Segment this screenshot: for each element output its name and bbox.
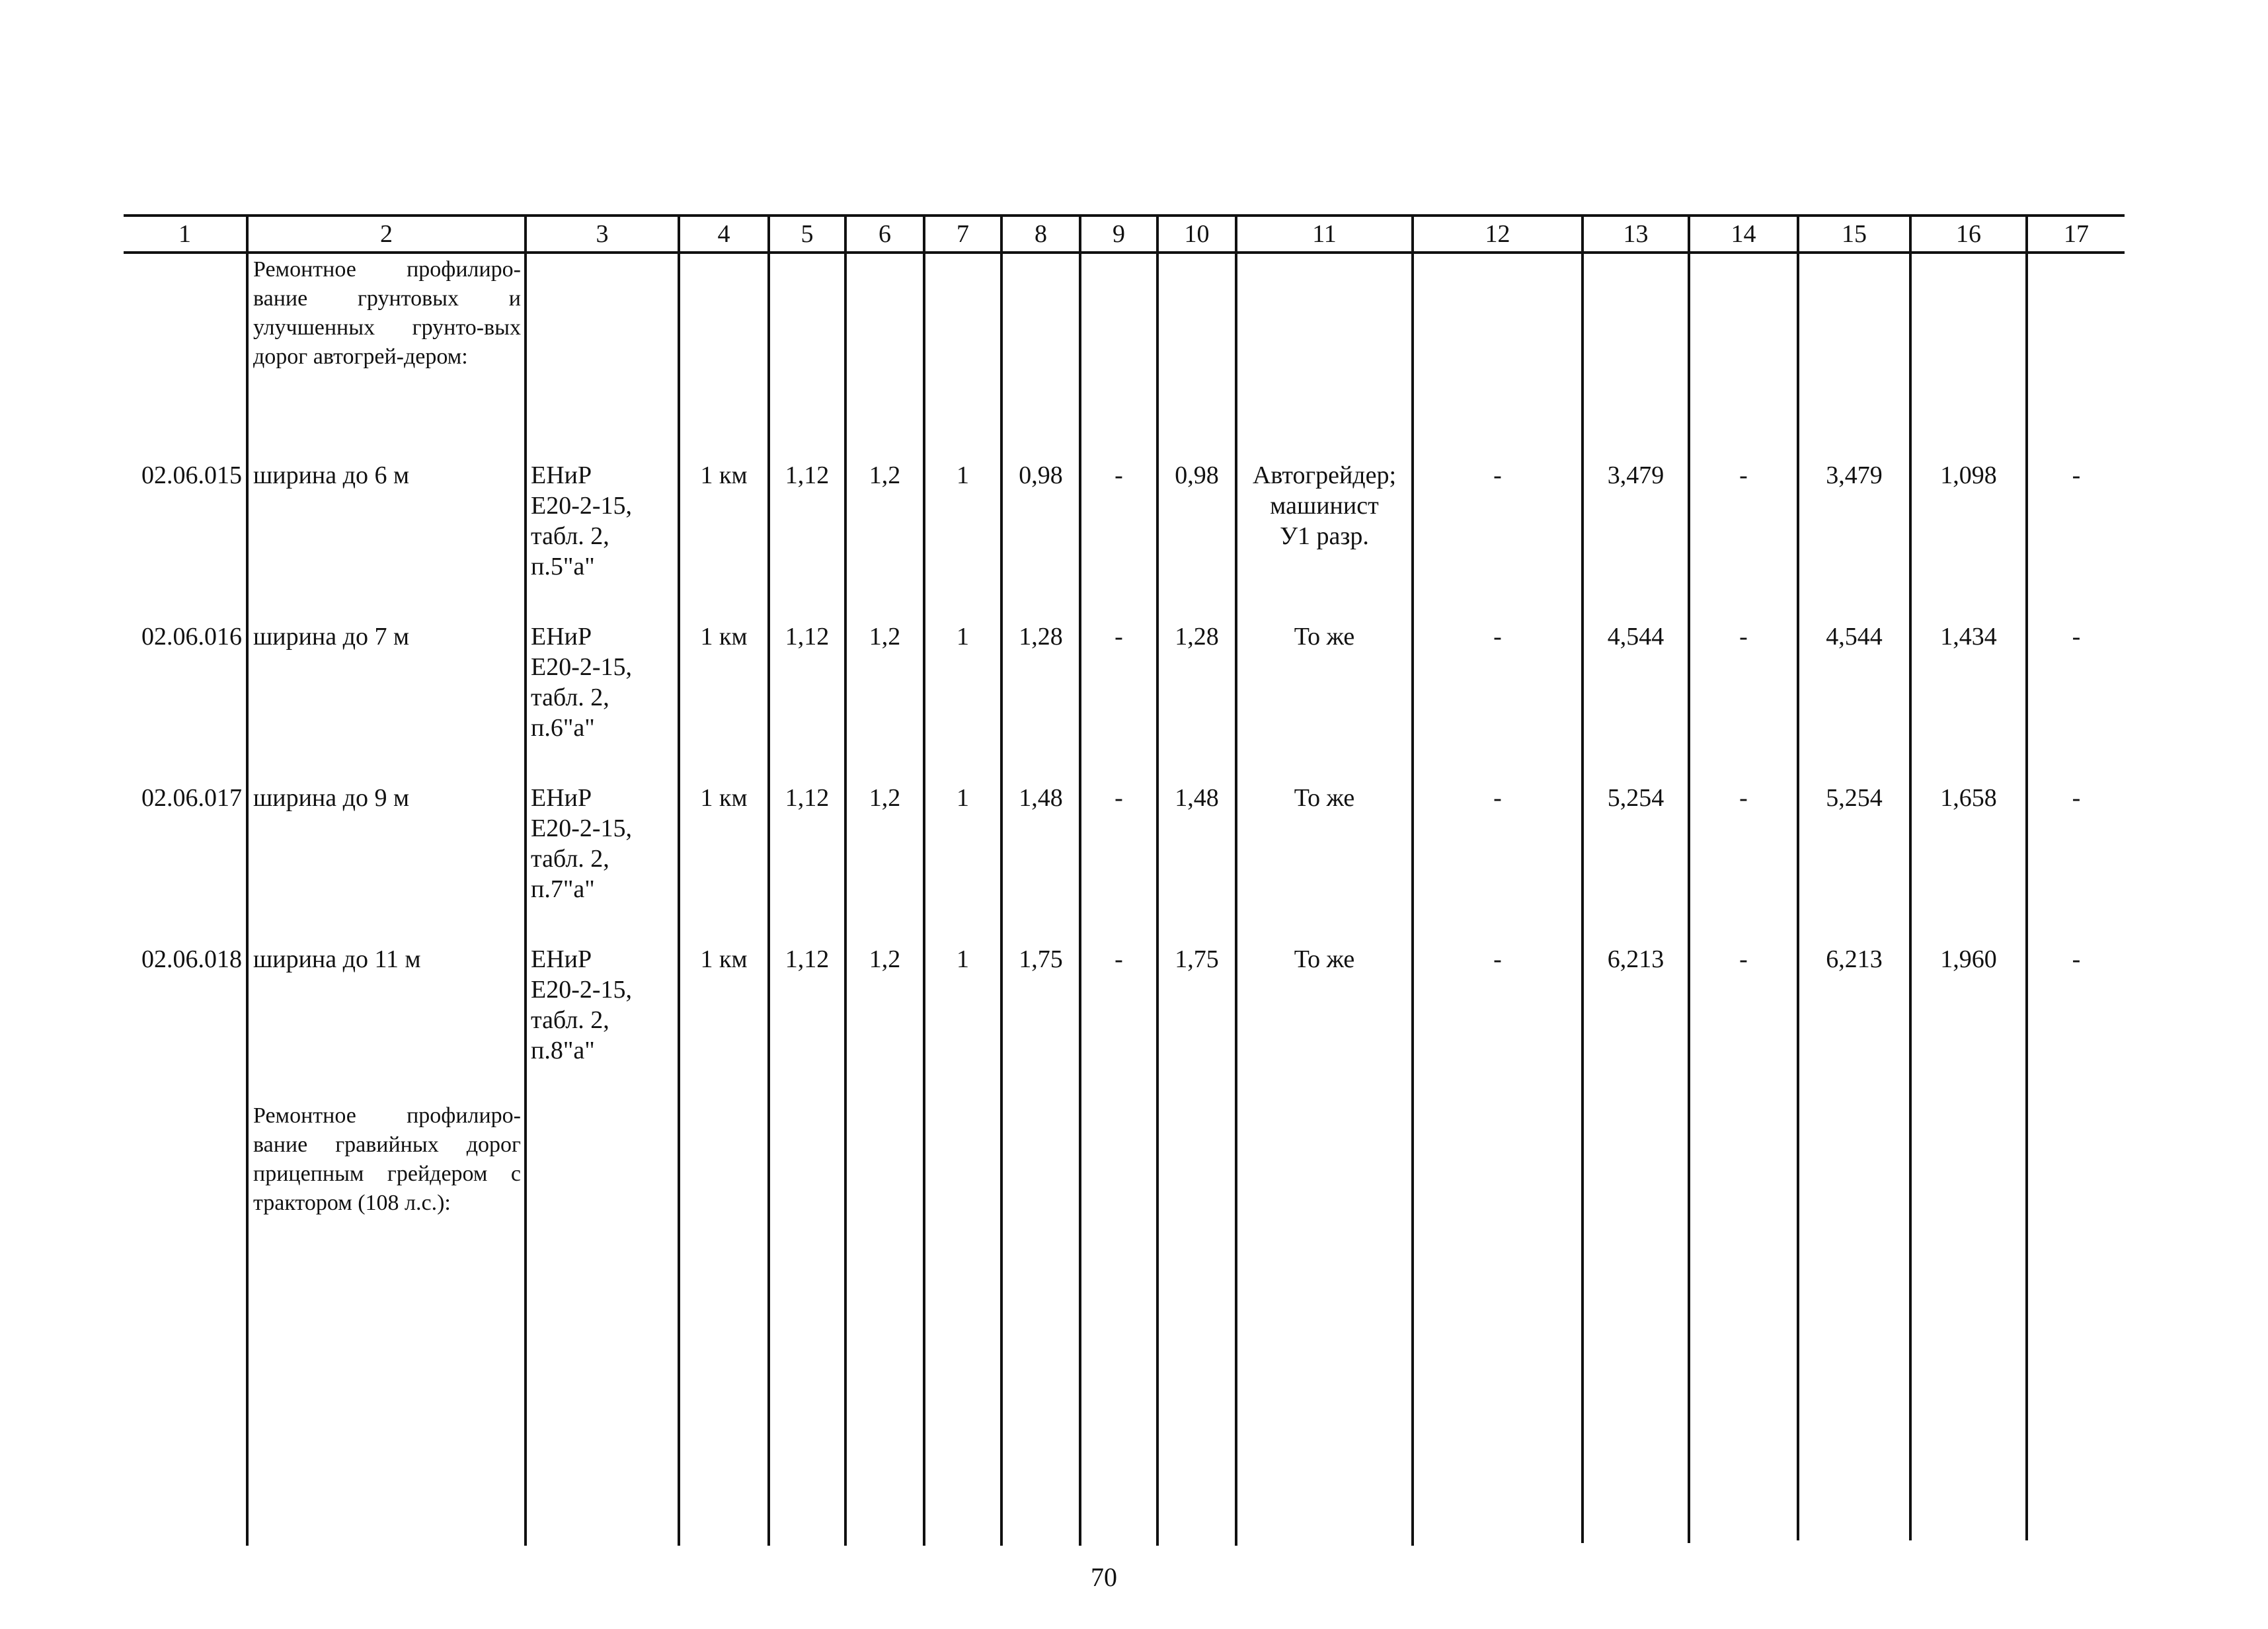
column-header: 13 <box>1623 220 1649 248</box>
cell-col8: 0,98 <box>1019 461 1063 489</box>
cell-col17: - <box>2072 461 2081 489</box>
cell-col9: - <box>1114 461 1123 489</box>
column-divider <box>1000 216 1003 1546</box>
column-divider <box>678 216 680 1546</box>
cell-col14: - <box>1739 784 1748 812</box>
cell-col8: 1,75 <box>1019 945 1063 973</box>
cell-col13: 6,213 <box>1607 945 1664 973</box>
section-heading: Ремонтное профилиро-вание гравийных дорог прицепным грейдером с трактором (108 л.с.): <box>253 1103 521 1215</box>
cell-col15: 6,213 <box>1826 945 1883 973</box>
cell-col13: 4,544 <box>1607 623 1664 651</box>
cell-col12: - <box>1493 461 1502 489</box>
cell-col11: То же <box>1294 623 1355 651</box>
cell-col17: - <box>2072 784 2081 812</box>
cell-col9: - <box>1114 945 1123 973</box>
row-code: 02.06.017 <box>141 784 242 812</box>
column-header: 3 <box>596 220 609 248</box>
column-divider <box>1688 216 1690 1543</box>
row-reference: ЕНиР Е20-2-15, табл. 2, п.6"а" <box>531 623 633 742</box>
row-reference: ЕНиР Е20-2-15, табл. 2, п.8"а" <box>531 945 633 1064</box>
column-divider <box>524 216 527 1546</box>
cell-col14: - <box>1739 461 1748 489</box>
cell-col12: - <box>1493 623 1502 651</box>
column-divider <box>246 216 249 1546</box>
cell-col13: 3,479 <box>1607 461 1664 489</box>
row-name: ширина до 11 м <box>253 945 421 973</box>
cell-col10: 1,48 <box>1175 784 1219 812</box>
column-header: 8 <box>1035 220 1047 248</box>
cell-col10: 1,28 <box>1175 623 1219 651</box>
column-divider <box>767 216 770 1546</box>
column-header: 5 <box>801 220 814 248</box>
column-divider <box>2025 216 2028 1540</box>
row-unit: 1 км <box>700 945 748 973</box>
cell-col12: - <box>1493 784 1502 812</box>
cell-col12: - <box>1493 945 1502 973</box>
cell-col15: 3,479 <box>1826 461 1883 489</box>
column-divider <box>1797 216 1799 1540</box>
cell-col11: Автогрейдер; машинист У1 разр. <box>1252 461 1397 550</box>
cell-col14: - <box>1739 945 1748 973</box>
cell-col5: 1,12 <box>785 461 830 489</box>
cell-col6: 1,2 <box>869 945 901 973</box>
row-name: ширина до 7 м <box>253 623 410 651</box>
cell-col16: 1,658 <box>1940 784 1997 812</box>
table-header-rule <box>124 251 2125 254</box>
column-divider <box>1581 216 1584 1543</box>
cell-col5: 1,12 <box>785 623 830 651</box>
row-unit: 1 км <box>700 623 748 651</box>
cell-col7: 1 <box>957 784 969 812</box>
column-divider <box>1156 216 1159 1546</box>
cell-col16: 1,434 <box>1940 623 1997 651</box>
column-divider <box>923 216 925 1546</box>
column-header: 11 <box>1312 220 1337 248</box>
row-unit: 1 км <box>700 461 748 489</box>
row-name: ширина до 9 м <box>253 784 410 812</box>
column-header: 2 <box>380 220 393 248</box>
column-divider <box>1411 216 1414 1546</box>
column-header: 7 <box>957 220 969 248</box>
column-divider <box>1079 216 1081 1546</box>
cell-col11: То же <box>1294 784 1355 812</box>
cell-col17: - <box>2072 623 2081 651</box>
cell-col7: 1 <box>957 623 969 651</box>
column-header: 10 <box>1184 220 1210 248</box>
column-header: 4 <box>717 220 730 248</box>
column-divider <box>844 216 847 1546</box>
cell-col8: 1,48 <box>1019 784 1063 812</box>
page-number: 70 <box>1091 1562 1117 1592</box>
column-divider <box>1909 216 1912 1540</box>
cell-col6: 1,2 <box>869 784 901 812</box>
cell-col5: 1,12 <box>785 945 830 973</box>
cell-col15: 4,544 <box>1826 623 1883 651</box>
cell-col6: 1,2 <box>869 623 901 651</box>
column-header: 9 <box>1113 220 1125 248</box>
row-reference: ЕНиР Е20-2-15, табл. 2, п.7"а" <box>531 784 633 903</box>
row-reference: ЕНиР Е20-2-15, табл. 2, п.5"а" <box>531 461 633 580</box>
cell-col7: 1 <box>957 945 969 973</box>
cell-col11: То же <box>1294 945 1355 973</box>
row-unit: 1 км <box>700 784 748 812</box>
column-header: 6 <box>879 220 891 248</box>
column-header: 14 <box>1731 220 1756 248</box>
row-code: 02.06.018 <box>141 945 242 973</box>
cell-col17: - <box>2072 945 2081 973</box>
row-name: ширина до 6 м <box>253 461 410 489</box>
section-heading: Ремонтное профилиро-вание грунтовых и улучшенных грунто-вых дорог автогрей-дером: <box>253 257 521 369</box>
row-code: 02.06.016 <box>141 623 242 651</box>
column-header: 12 <box>1485 220 1510 248</box>
cell-col16: 1,960 <box>1940 945 1997 973</box>
cell-col9: - <box>1114 784 1123 812</box>
cell-col9: - <box>1114 623 1123 651</box>
cell-col7: 1 <box>957 461 969 489</box>
column-header: 16 <box>1956 220 1981 248</box>
cell-col16: 1,098 <box>1940 461 1997 489</box>
column-header: 15 <box>1842 220 1867 248</box>
column-header: 17 <box>2064 220 2089 248</box>
cell-col5: 1,12 <box>785 784 830 812</box>
cell-col8: 1,28 <box>1019 623 1063 651</box>
column-divider <box>1235 216 1237 1546</box>
cell-col6: 1,2 <box>869 461 901 489</box>
cell-col13: 5,254 <box>1607 784 1664 812</box>
column-header: 1 <box>178 220 191 248</box>
cell-col10: 0,98 <box>1175 461 1219 489</box>
cell-col14: - <box>1739 623 1748 651</box>
row-code: 02.06.015 <box>141 461 242 489</box>
cell-col15: 5,254 <box>1826 784 1883 812</box>
cell-col10: 1,75 <box>1175 945 1219 973</box>
